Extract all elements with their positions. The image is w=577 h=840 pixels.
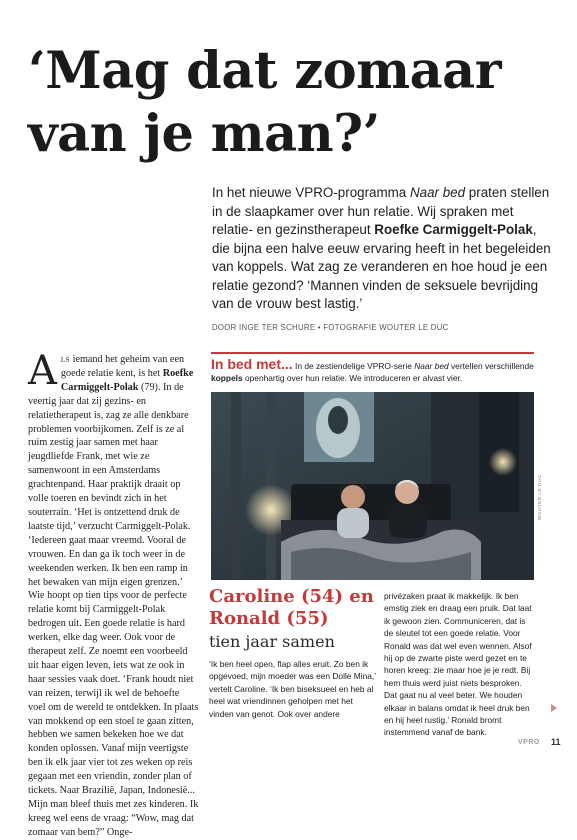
body-therapist-name: Roefke Carmiggelt-Polak	[60, 367, 194, 393]
drop-cap: A	[28, 348, 57, 394]
vpro-logo: VPRO	[518, 739, 540, 746]
couple-text-column-1: ‘Ik ben heel open, flap alles eruit. Zo ben ik opgevoed, mijn moeder was een Dolle Mina,’ vertelt Caroline. ‘Ik ben biseksueel en heb al heel wat vriendinnen geholpen met het vinden van genot. Ook over andere	[209, 659, 376, 719]
sidebar-rule	[211, 352, 534, 354]
page-number: 11	[551, 737, 561, 747]
sidebar-intro	[211, 358, 534, 384]
body-paragraph-2: Wie hoopt op tien tips voor de perfecte relatie komt bij Carmiggelt-Polak bedrogen uit. Een goede relatie is hard werken, elke dag weer. Ook voor de therapeut zelf. Ze noemt een voorbeeld uit haar eigen leven, iets wat ze ook in haar sessies vaak doet. ‘Frank houdt niet van reizen, terwijl ik wel de behoefte voel om de wereld te ontdekken. In plaats van mokkend op een stoel te gaan zitten, hebben we samen bekeken hoe we dat konden oplossen. Vanaf mijn veertigste ben ik elk jaar vier tot zes weken op reis gegaan met een vriendin, zonder plan of tickets. Naar Brazilië, Japan, Indonesië... Mijn man bleef thuis met zes kinderen. Ik kreeg wel eens de vraag: “Wow, mag dat zomaar van bem?” Onge-	[28, 590, 199, 838]
headline	[28, 40, 558, 166]
byline: DOOR INGE TER SCHURE • FOTOGRAFIE WOUTER LE DUC	[212, 323, 449, 332]
intro-show-title: Naar bed	[409, 185, 466, 200]
sidebar-text: In de zestiendelige VPRO-serie	[292, 361, 415, 371]
couple-subtitle: tien jaar samen	[209, 632, 335, 651]
intro-therapist-name: Roefke Carmiggelt-Polak	[374, 222, 533, 237]
sidebar-bold-word: koppels	[211, 373, 243, 383]
article-body	[28, 348, 199, 840]
couple-photo	[211, 392, 534, 580]
headline-line-1: ‘Mag dat zomaar	[28, 41, 502, 101]
couple-text-column-2: privézaken praat ik makkelijk. Ik ben emstig ziek en draag een pruik. Dat laat ik gewoon zien. Communiceren, dat is de sleutel tot een goede relatie. Voor Ronald was dat wel even wennen. Alsof hij op de zwarte piste werd gezet en te horen kreeg: zie maar hoe je je redt. Bij hem thuis werd juist niets besproken. Dat gaat nu al veel beter. We houden elkaar in balans omdat ik heel druk ben en hij heel rustig.’ Ronald bromt instemmend vanaf de bank.	[384, 591, 532, 738]
sidebar-show-title: Naar bed	[414, 361, 449, 371]
continue-arrow-icon	[551, 704, 557, 712]
intro-text: praten stellen in de slaapkamer over hun relatie. Wij spraken met relatie- en gezinstherapeut	[212, 185, 550, 237]
body-smallcaps: ls	[60, 354, 71, 365]
intro-text: In het nieuwe VPRO-programma	[212, 185, 410, 200]
body-paragraph-1	[28, 348, 199, 589]
sidebar-text: vertellen verschillende	[448, 361, 534, 371]
intro-text: , die bijna een halve eeuw ervaring heeft in het begeleiden van koppels. Wat zag ze veranderen en hoe houd je een relatie gezond? ‘Mannen vinden de seksuele bevrijding van de vrouw best lastig.’	[212, 222, 551, 311]
sidebar-text: openhartig over hun relatie. We introduceren er alvast vier.	[242, 373, 463, 383]
intro-paragraph	[212, 184, 552, 314]
body-text: iemand het geheim van een goede relatie kent, is het	[60, 354, 185, 379]
couple-names: Caroline (54) en Ronald (55)	[209, 586, 374, 629]
photo-credit: WOUTER LE DUC	[537, 474, 542, 520]
body-text: (79). In de veertig jaar dat zij gezins- en relatietherapeut is, zag ze alle denkbare problemen voorbijkomen. Zelf is ze al ruim zestig jaar samen met haar jeugdliefde Frank, met wie ze samenwoont in een Amsterdams grachtenpand. Haar praktijk draait op volle toeren en bevindt zich in het souterrain. ‘Het is ontzettend druk de laatste tijd,’ verzucht Carmiggelt-Polak. ‘Iedereen gaat maar vreemd. Vooral de vrouwen. En dan ga ik toch weer in de weekenden werken. Ik ben een ramp in het bewaken van mijn eigen grenzen.’	[28, 381, 191, 588]
headline-line-2: van je man?’	[28, 104, 380, 164]
sidebar-kicker: In bed met...	[211, 356, 293, 372]
